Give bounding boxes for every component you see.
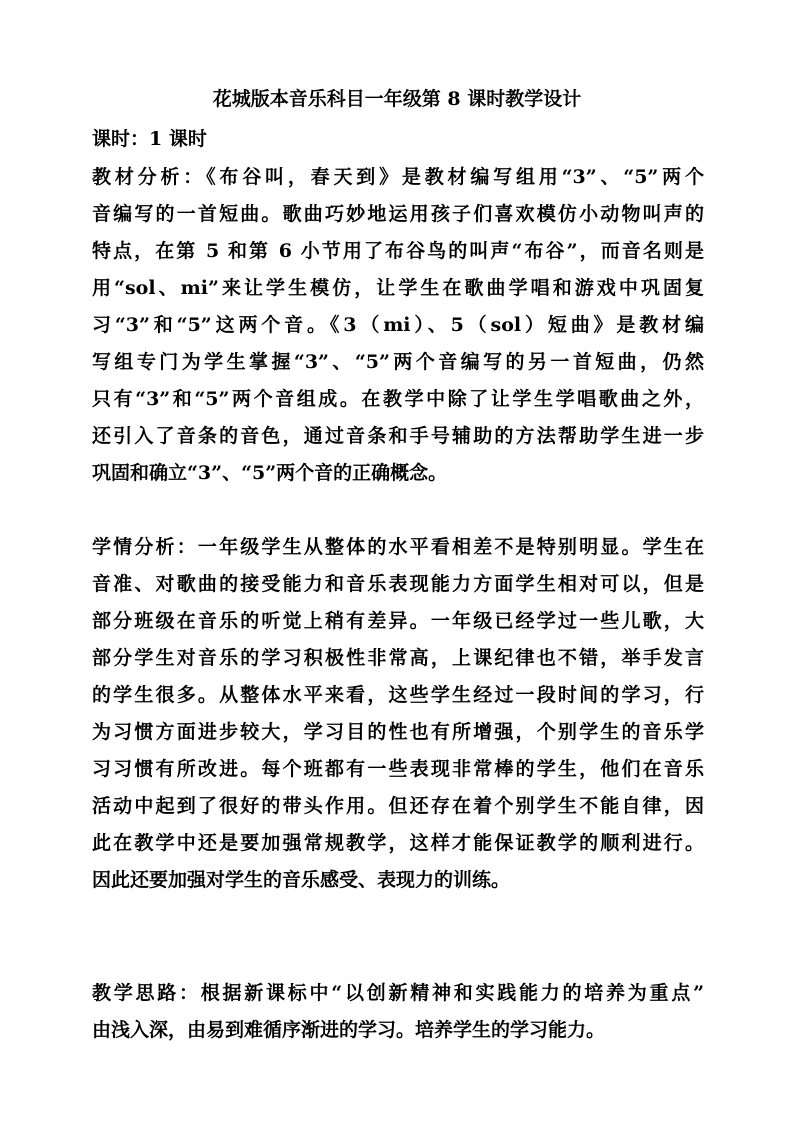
document-title: 花城版本音乐科目一年级第 8 课时教学设计 (212, 88, 582, 110)
teaching-approach-paragraph (92, 975, 704, 1049)
learner-analysis-line: 活动中起到了很好的带头作用。但还存在着个别学生不能自律，因 (92, 795, 704, 817)
learner-analysis-line: 的学生很多。从整体水平来看，这些学生经过一段时间的学习，行 (92, 684, 704, 706)
material-analysis-line: 还引入了音条的音色，通过音条和手号辅助的方法帮助学生进一步 (92, 425, 704, 447)
learner-analysis-line: 学情分析：一年级学生从整体的水平看相差不是特别明显。学生在 (92, 536, 704, 558)
material-analysis-line: 只有“3”和“5”两个音组成。在教学中除了让学生学唱歌曲之外， (92, 388, 704, 410)
material-analysis-line: 用“sol、mi”来让学生模仿，让学生在歌曲学唱和游戏中巩固复 (92, 277, 704, 299)
material-analysis-line: 巩固和确立“3”、“5”两个音的正确概念。 (92, 462, 448, 484)
material-analysis-paragraph (92, 159, 704, 492)
learner-analysis-line: 部分学生对音乐的学习积极性非常高，上课纪律也不错，举手发言 (92, 647, 704, 669)
learner-analysis-line: 音准、对歌曲的接受能力和音乐表现能力方面学生相对可以，但是 (92, 573, 704, 595)
material-analysis-line: 特点，在第 5 和第 6 小节用了布谷鸟的叫声“布谷”，而音名则是 (92, 240, 704, 262)
teaching-approach-line: 由浅入深，由易到难循序渐进的学习。培养学生的学习能力。 (92, 1019, 606, 1041)
material-analysis-line: 音编写的一首短曲。歌曲巧妙地运用孩子们喜欢模仿小动物叫声的 (92, 203, 704, 225)
learner-analysis-line: 部分班级在音乐的听觉上稍有差异。一年级已经学过一些儿歌，大 (92, 610, 704, 632)
learner-analysis-line: 为习惯方面进步较大，学习目的性也有所增强，个别学生的音乐学 (92, 721, 704, 743)
learner-analysis-paragraph (92, 529, 704, 899)
teaching-approach-line: 教学思路：根据新课标中“以创新精神和实践能力的培养为重点” (92, 982, 704, 1004)
material-analysis-line: 习“3”和“5”这两个音。《3（mi）、5（sol）短曲》是教材编 (92, 314, 704, 336)
learner-analysis-line: 习习惯有所改进。每个班都有一些表现非常棒的学生，他们在音乐 (92, 758, 704, 780)
material-analysis-line: 写组专门为学生掌握“3”、“5”两个音编写的另一首短曲，仍然 (92, 351, 704, 373)
learner-analysis-line: 因此还要加强对学生的音乐感受、表现力的训练。 (92, 869, 511, 891)
lesson-hours-text: 课时：1 课时 (92, 128, 207, 150)
learner-analysis-line: 此在教学中还是要加强常规教学，这样才能保证教学的顺利进行。 (92, 832, 704, 854)
material-analysis-line: 教材分析：《布谷叫，春天到》是教材编写组用“3”、“5”两个 (92, 166, 704, 188)
lesson-hours (92, 121, 704, 158)
